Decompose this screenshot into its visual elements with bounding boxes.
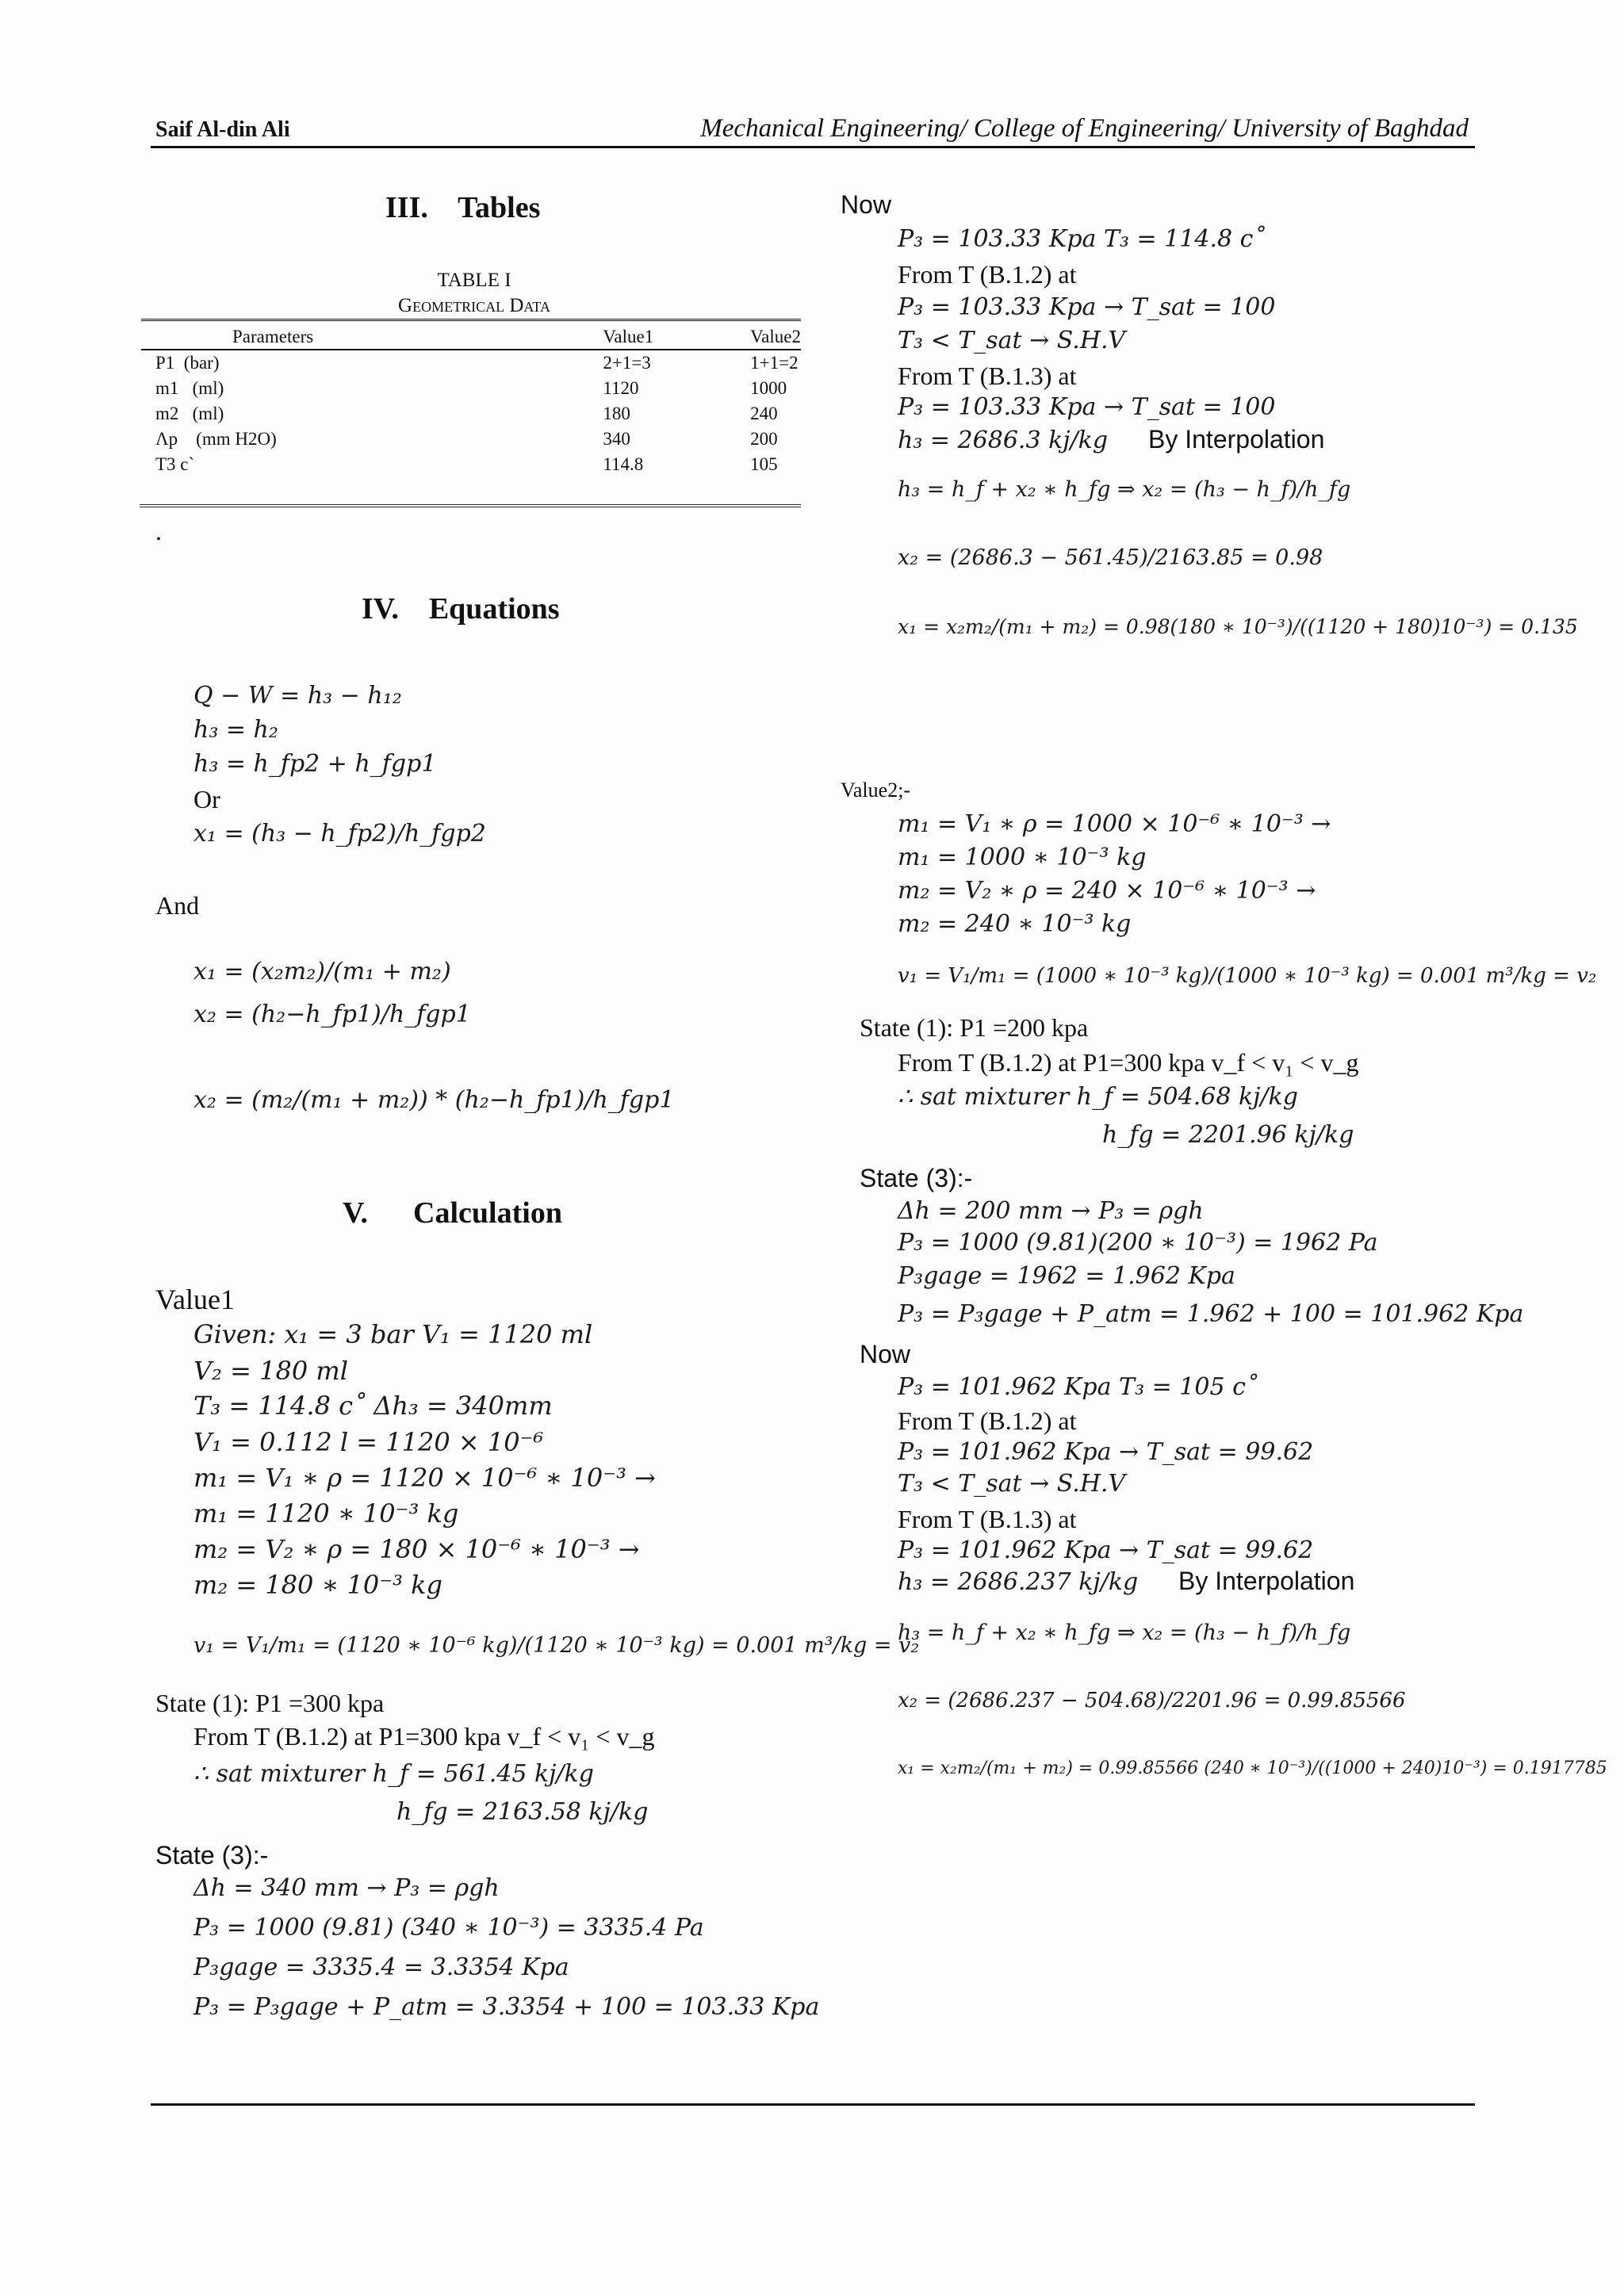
table-row xyxy=(141,452,801,477)
table-header-row xyxy=(141,325,801,350)
value2-sat-mixture: ∴ sat mixturer h_f = 504.68 kj/kg xyxy=(898,1083,1298,1111)
value2-p3abs: P₃ = P₃gage + P_atm = 1.962 + 100 = 101.962 Kpa xyxy=(898,1300,1524,1328)
table-row xyxy=(141,401,801,427)
table-row xyxy=(141,350,801,376)
value2-x2: x₂ = (2686.237 − 504.68)/2201.96 = 0.99.85566 xyxy=(898,1689,1406,1712)
value1-state3: State (3):- xyxy=(155,1841,269,1869)
value1-now-label: Now xyxy=(841,190,892,219)
value1-p3gage: P₃gage = 3335.4 = 3.3354 Kpa xyxy=(193,1954,569,1981)
value1-v2: V₂ = 180 ml xyxy=(193,1356,348,1386)
equation-x1-b: x₁ = (x₂m₂)/(m₁ + m₂) xyxy=(193,958,451,985)
value2-shv: T₃ < T_sat → S.H.V xyxy=(898,1470,1126,1498)
value2-specific-volume: v₁ = V₁/m₁ = (1000 ∗ 10⁻³ kg)/(1000 ∗ 10⁻³ kg) = 0.001 m³/kg = v₂ xyxy=(898,964,1597,988)
value1-x2: x₂ = (2686.3 − 561.45)/2163.85 = 0.98 xyxy=(898,545,1323,570)
table-caption: TABLE I xyxy=(437,270,511,291)
value2-now-line: P₃ = 101.962 Kpa T₃ = 105 c˚ xyxy=(898,1373,1258,1401)
table-cell: T3 c` xyxy=(155,454,195,474)
header-affiliation: Mechanical Engineering/ College of Engineering/ University of Baghdad xyxy=(700,114,1469,143)
value1-given: Given: x₁ = 3 bar V₁ = 1120 ml xyxy=(193,1319,593,1349)
value1-label: Value1 xyxy=(155,1284,235,1315)
table-cell: 200 xyxy=(750,429,778,449)
geometrical-data-table xyxy=(141,319,801,477)
trailing-dot: . xyxy=(155,517,162,545)
value2-from-b13: From T (B.1.3) at xyxy=(898,1505,1077,1533)
table-top-rule xyxy=(141,319,801,325)
value2-h3-eq: h₃ = h_f + x₂ ∗ h_fg ⇒ x₂ = (h₃ − h_f)/h_fg xyxy=(898,1621,1351,1645)
value1-m2a: m₂ = V₂ ∗ ρ = 180 × 10⁻⁶ ∗ 10⁻³ → xyxy=(193,1534,640,1564)
table-cell: 180 xyxy=(603,404,630,423)
value1-sat-mixture: ∴ sat mixturer h_f = 561.45 kj/kg xyxy=(193,1760,594,1788)
value2-tsat1: P₃ = 101.962 Kpa → T_sat = 99.62 xyxy=(898,1438,1314,1466)
table-cell: 2+1=3 xyxy=(603,353,651,373)
value2-state1: State (1): P1 =200 kpa xyxy=(860,1013,1089,1042)
table-header-value2: Value2 xyxy=(750,325,801,350)
value1-h3-eq: h₃ = h_f + x₂ ∗ h_fg ⇒ x₂ = (h₃ − h_f)/h_fg xyxy=(898,477,1351,502)
table-cell: 105 xyxy=(750,454,778,474)
value1-p3abs: P₃ = P₃gage + P_atm = 3.3354 + 100 = 103.33 Kpa xyxy=(193,1993,820,2021)
value1-dh: Δh = 340 mm → P₃ = ρgh xyxy=(193,1874,500,1902)
table-bottom-rule xyxy=(140,504,801,507)
table-cell: Λp (mm H2O) xyxy=(155,429,277,449)
value1-hfg: h_fg = 2163.58 kj/kg xyxy=(396,1798,649,1826)
value1-h3: h₃ = 2686.3 kj/kg xyxy=(898,427,1109,454)
or-label: Or xyxy=(193,785,220,813)
value1-m1a: m₁ = V₁ ∗ ρ = 1120 × 10⁻⁶ ∗ 10⁻³ → xyxy=(193,1463,656,1493)
header-rule xyxy=(151,146,1475,148)
table-cell: 1120 xyxy=(603,378,639,398)
value2-m2b: m₂ = 240 ∗ 10⁻³ kg xyxy=(898,910,1132,938)
section-heading-equations: IV. Equations xyxy=(362,592,560,626)
value1-p3: P₃ = 1000 (9.81) (340 ∗ 10⁻³) = 3335.4 Pa xyxy=(193,1914,704,1942)
value1-shv: T₃ < T_sat → S.H.V xyxy=(898,327,1126,354)
value2-p3gage: P₃gage = 1962 = 1.962 Kpa xyxy=(898,1262,1235,1290)
value2-state3: State (3):- xyxy=(860,1164,973,1192)
value1-state1: State (1): P1 =300 kpa xyxy=(155,1689,385,1717)
table-cell: 1+1=2 xyxy=(750,353,799,373)
value1-now-line: P₃ = 103.33 Kpa T₃ = 114.8 c˚ xyxy=(898,225,1266,253)
value1-from-b13: From T (B.1.3) at xyxy=(898,362,1077,390)
and-label: And xyxy=(155,891,200,920)
value2-hfg: h_fg = 2201.96 kj/kg xyxy=(1102,1121,1354,1149)
value1-t3: T₃ = 114.8 c˚ Δh₃ = 340mm xyxy=(193,1391,553,1421)
table-cell: 114.8 xyxy=(603,454,644,474)
value1-tsat2: P₃ = 103.33 Kpa → T_sat = 100 xyxy=(898,393,1276,421)
value1-m1b: m₁ = 1120 ∗ 10⁻³ kg xyxy=(193,1498,459,1529)
equation-x1-a: x₁ = (h₃ − h_fp2)/h_fgp2 xyxy=(193,820,486,848)
value2-m2a: m₂ = V₂ ∗ ρ = 240 × 10⁻⁶ ∗ 10⁻³ → xyxy=(898,877,1316,905)
equation-h3-sum: h₃ = h_fp2 + h_fgp1 xyxy=(193,750,437,778)
value2-interpolation: By Interpolation xyxy=(1178,1567,1355,1595)
table-cell: m2 (ml) xyxy=(155,404,224,423)
equation-x2-b: x₂ = (m₂/(m₁ + m₂)) * (h₂−h_fp1)/h_fgp1 xyxy=(193,1086,675,1114)
header-author: Saif Al-din Ali xyxy=(155,117,290,142)
table-cell: 1000 xyxy=(750,378,787,398)
value1-from-b12b: From T (B.1.2) at xyxy=(898,260,1077,289)
table-header-parameters: Parameters xyxy=(141,325,603,350)
value1-interpolation: By Interpolation xyxy=(1148,425,1325,453)
table-cell: P1 (bar) xyxy=(155,353,220,373)
table-cell: 340 xyxy=(603,429,630,449)
value2-now-label: Now xyxy=(860,1340,911,1368)
table-cell: 240 xyxy=(750,404,778,423)
value2-p3: P₃ = 1000 (9.81)(200 ∗ 10⁻³) = 1962 Pa xyxy=(898,1229,1378,1257)
table-row xyxy=(141,376,801,401)
value1-tsat1: P₃ = 103.33 Kpa → T_sat = 100 xyxy=(898,293,1276,321)
value2-tsat2: P₃ = 101.962 Kpa → T_sat = 99.62 xyxy=(898,1536,1314,1564)
value1-from-b12: From T (B.1.2) at P1=300 kpa v_f < v₁ < v_g xyxy=(193,1722,655,1751)
value2-x1: x₁ = x₂m₂/(m₁ + m₂) = 0.99.85566 (240 ∗ 10⁻³)/((1000 + 240)10⁻³) = 0.1917785 xyxy=(898,1758,1607,1778)
table-subtitle: Geometrical Data xyxy=(398,295,550,316)
equation-x2-a: x₂ = (h₂−h_fp1)/h_fgp1 xyxy=(193,1001,471,1028)
equation-energy: Q − W = h₃ − h₁₂ xyxy=(193,682,402,710)
section-heading-calculation: V. Calculation xyxy=(343,1196,562,1230)
section-heading-tables: III. Tables xyxy=(385,191,541,224)
value2-label: Value2;- xyxy=(841,779,911,802)
value1-m2b: m₂ = 180 ∗ 10⁻³ kg xyxy=(193,1570,442,1600)
value2-h3: h₃ = 2686.237 kj/kg xyxy=(898,1568,1139,1596)
value1-x1: x₁ = x₂m₂/(m₁ + m₂) = 0.98(180 ∗ 10⁻³)/((1120 + 180)10⁻³) = 0.135 xyxy=(898,615,1578,638)
table-row xyxy=(141,427,801,452)
value2-m1a: m₁ = V₁ ∗ ρ = 1000 × 10⁻⁶ ∗ 10⁻³ → xyxy=(898,810,1331,838)
value2-m1b: m₁ = 1000 ∗ 10⁻³ kg xyxy=(898,844,1147,871)
value2-from-b12b: From T (B.1.2) at xyxy=(898,1406,1077,1435)
value2-dh: Δh = 200 mm → P₃ = ρgh xyxy=(898,1197,1204,1225)
footer-rule xyxy=(151,2103,1475,2106)
value1-specific-volume: v₁ = V₁/m₁ = (1120 ∗ 10⁻⁶ kg)/(1120 ∗ 10⁻³ kg) = 0.001 m³/kg = v₂ xyxy=(193,1633,920,1658)
table-header-value1: Value1 xyxy=(603,325,750,350)
value2-from-b12: From T (B.1.2) at P1=300 kpa v_f < v₁ < v_g xyxy=(898,1048,1359,1077)
equation-h3-h2: h₃ = h₂ xyxy=(193,716,278,744)
table-cell: m1 (ml) xyxy=(155,378,224,398)
value1-v1: V₁ = 0.112 l = 1120 × 10⁻⁶ xyxy=(193,1427,544,1457)
